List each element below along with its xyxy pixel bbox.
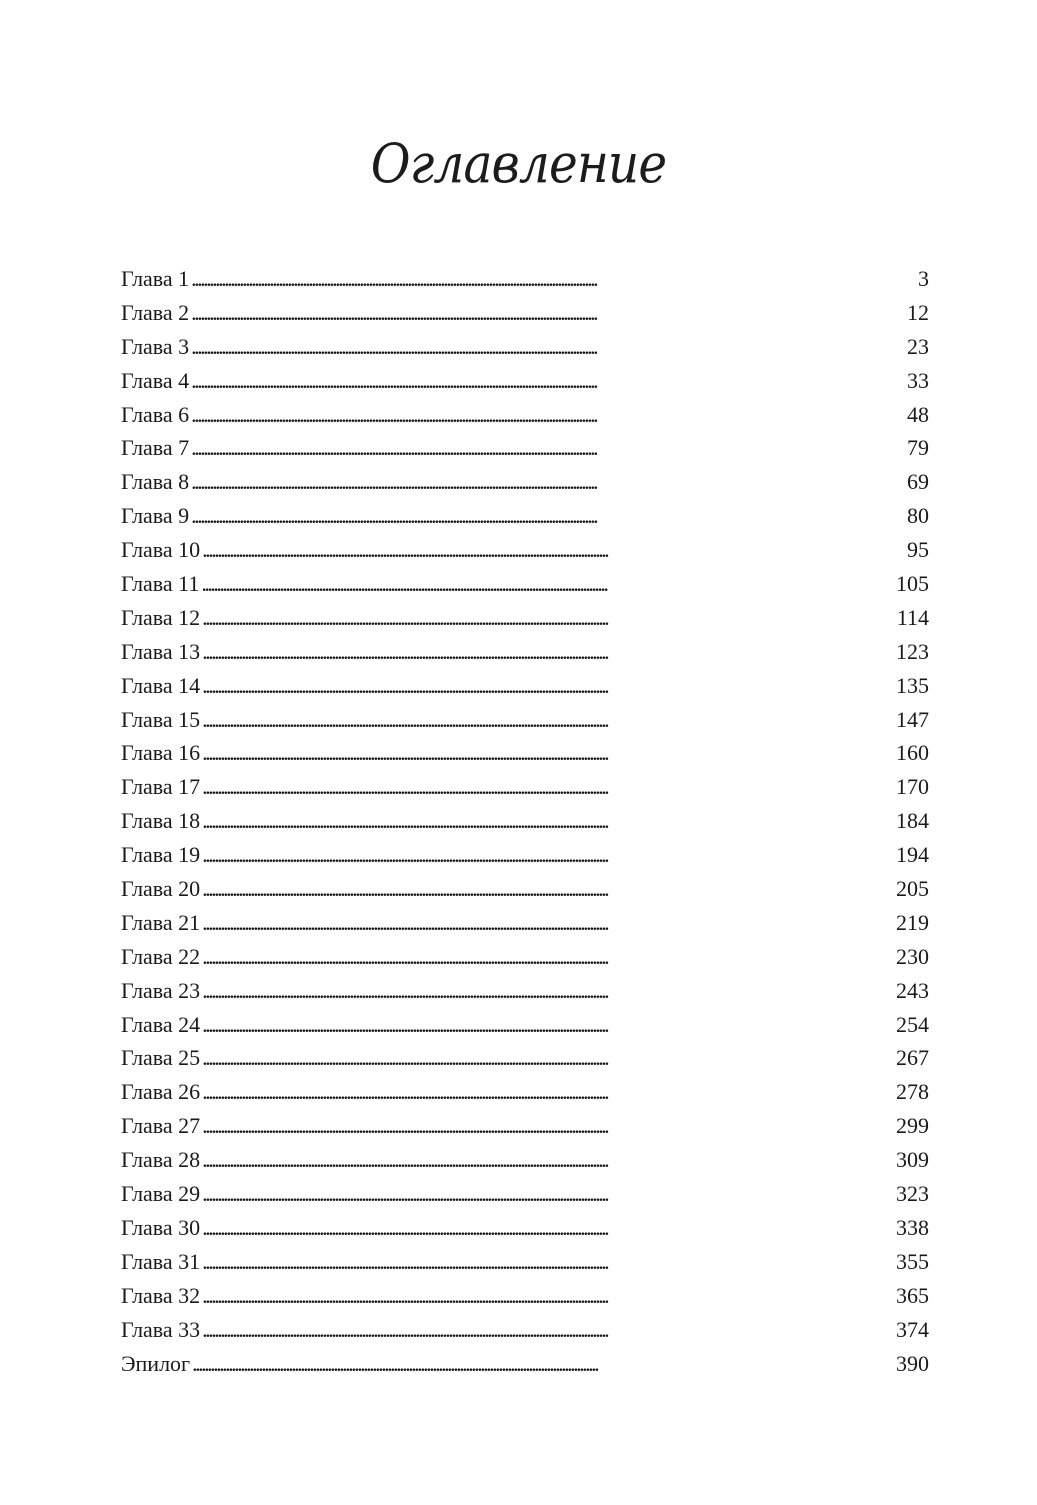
toc-page-number: 323: [896, 1181, 929, 1207]
toc-label: Глава 28: [121, 1147, 201, 1173]
toc-label: Глава 9: [121, 503, 190, 529]
dot-leader: [202, 703, 894, 737]
toc-row[interactable]: [121, 669, 929, 703]
toc-row[interactable]: [121, 1143, 929, 1177]
toc-page-number: 69: [907, 469, 929, 495]
toc-page-number: 3: [918, 266, 929, 291]
toc-label: Глава 13: [121, 638, 201, 664]
dot-leader: [191, 364, 905, 398]
dot-leader: [202, 1211, 894, 1245]
toc-label: Глава 17: [121, 774, 201, 800]
toc-page-number: 365: [896, 1282, 929, 1308]
toc-label: Глава 16: [121, 740, 201, 766]
toc-row[interactable]: [121, 872, 929, 906]
toc-label: Глава 6: [121, 401, 190, 427]
dot-leader: [202, 1143, 894, 1177]
toc-row[interactable]: [121, 330, 929, 364]
toc-page-number: 105: [896, 571, 929, 597]
toc-row[interactable]: [121, 940, 929, 974]
dot-leader: [201, 567, 894, 601]
dot-leader: [202, 804, 894, 838]
toc-row[interactable]: [121, 499, 929, 533]
toc-row[interactable]: [121, 1075, 929, 1109]
toc-label: Глава 32: [121, 1282, 201, 1308]
dot-leader: [202, 1109, 894, 1143]
toc-page-number: 79: [907, 435, 929, 461]
toc-page-number: 219: [896, 909, 929, 935]
toc-row[interactable]: [121, 974, 929, 1008]
dot-leader: [192, 1347, 894, 1381]
dot-leader: [202, 533, 905, 567]
toc-page-number: 123: [896, 638, 929, 664]
toc-row[interactable]: [121, 1279, 929, 1313]
toc-page-number: 338: [896, 1214, 929, 1240]
toc-page-number: 80: [907, 503, 929, 529]
dot-leader: [202, 1075, 894, 1109]
toc-page-number: 374: [896, 1316, 929, 1342]
toc-label: Глава 24: [121, 1011, 201, 1037]
dot-leader: [202, 601, 895, 635]
toc-label: Глава 25: [121, 1045, 201, 1071]
toc-label: Глава 11: [121, 571, 200, 597]
toc-row[interactable]: [121, 1041, 929, 1075]
toc-page-number: 48: [907, 401, 929, 427]
toc-row[interactable]: [121, 465, 929, 499]
toc-label: Глава 31: [121, 1248, 201, 1274]
toc-label: Глава 3: [121, 333, 190, 359]
toc-page-number: 184: [896, 808, 929, 834]
toc-page-number: 160: [896, 740, 929, 766]
dot-leader: [191, 398, 905, 432]
toc-row[interactable]: [121, 1211, 929, 1245]
toc-label: Глава 2: [121, 299, 190, 325]
toc-row[interactable]: [121, 1347, 929, 1381]
toc-row[interactable]: [121, 567, 929, 601]
dot-leader: [202, 1177, 894, 1211]
toc-row[interactable]: [121, 736, 929, 770]
table-of-contents: [121, 262, 929, 1380]
dot-leader: [191, 262, 916, 296]
toc-page-number: 114: [896, 604, 929, 630]
toc-page-number: 170: [896, 774, 929, 800]
toc-row[interactable]: [121, 431, 929, 465]
toc-page-number: 254: [896, 1011, 929, 1037]
toc-row[interactable]: [121, 1008, 929, 1042]
toc-label: Глава 26: [121, 1079, 201, 1105]
toc-page-number: 95: [907, 537, 929, 563]
toc-label: Глава 14: [121, 672, 201, 698]
toc-label: Глава 33: [121, 1316, 201, 1342]
toc-page-number: 135: [896, 672, 929, 698]
dot-leader: [202, 974, 894, 1008]
toc-page-number: 390: [896, 1350, 929, 1376]
toc-label: Глава 27: [121, 1113, 201, 1139]
dot-leader: [191, 431, 905, 465]
toc-label: Глава 1: [121, 266, 190, 291]
dot-leader: [191, 330, 905, 364]
toc-row[interactable]: [121, 838, 929, 872]
toc-row[interactable]: [121, 703, 929, 737]
dot-leader: [202, 906, 894, 940]
toc-page-number: 147: [896, 706, 929, 732]
dot-leader: [202, 736, 894, 770]
dot-leader: [202, 1008, 894, 1042]
toc-page-number: 33: [907, 367, 929, 393]
toc-row[interactable]: [121, 1313, 929, 1347]
dot-leader: [202, 635, 894, 669]
dot-leader: [191, 296, 905, 330]
toc-page-number: 299: [896, 1113, 929, 1139]
toc-row[interactable]: [121, 262, 929, 296]
toc-row[interactable]: [121, 296, 929, 330]
dot-leader: [191, 465, 905, 499]
toc-page-number: 243: [896, 977, 929, 1003]
toc-page-number: 267: [896, 1045, 929, 1071]
dot-leader: [202, 770, 894, 804]
toc-row[interactable]: [121, 1109, 929, 1143]
toc-row[interactable]: [121, 906, 929, 940]
dot-leader: [202, 872, 894, 906]
toc-label: Глава 29: [121, 1181, 201, 1207]
toc-label: Глава 23: [121, 977, 201, 1003]
toc-row[interactable]: [121, 635, 929, 669]
toc-label: Глава 7: [121, 435, 190, 461]
toc-label: Глава 8: [121, 469, 190, 495]
toc-page-number: 278: [896, 1079, 929, 1105]
toc-page-number: 355: [896, 1248, 929, 1274]
dot-leader: [202, 940, 894, 974]
toc-label: Эпилог: [121, 1350, 191, 1376]
dot-leader: [202, 1041, 894, 1075]
toc-label: Глава 15: [121, 706, 201, 732]
dot-leader: [202, 1313, 894, 1347]
toc-page-number: 12: [907, 299, 929, 325]
toc-label: Глава 18: [121, 808, 201, 834]
page-title: Оглавление: [370, 132, 667, 195]
toc-page-number: 194: [896, 842, 929, 868]
toc-page-number: 23: [907, 333, 929, 359]
toc-row[interactable]: [121, 533, 929, 567]
toc-label: Глава 21: [121, 909, 201, 935]
toc-row[interactable]: [121, 601, 929, 635]
toc-label: Глава 10: [121, 537, 201, 563]
toc-label: Глава 20: [121, 876, 201, 902]
toc-label: Глава 22: [121, 943, 201, 969]
dot-leader: [202, 1245, 894, 1279]
toc-row[interactable]: [121, 770, 929, 804]
toc-label: Глава 19: [121, 842, 201, 868]
toc-label: Глава 4: [121, 367, 190, 393]
toc-page-number: 309: [896, 1147, 929, 1173]
dot-leader: [202, 1279, 894, 1313]
toc-row[interactable]: [121, 1177, 929, 1211]
toc-label: Глава 30: [121, 1214, 201, 1240]
dot-leader: [202, 669, 894, 703]
toc-page-number: 205: [896, 876, 929, 902]
toc-row[interactable]: [121, 1245, 929, 1279]
dot-leader: [202, 838, 894, 872]
toc-row[interactable]: [121, 398, 929, 432]
toc-row[interactable]: [121, 364, 929, 398]
dot-leader: [191, 499, 905, 533]
toc-label: Глава 12: [121, 604, 201, 630]
toc-page-number: 230: [896, 943, 929, 969]
toc-row[interactable]: [121, 804, 929, 838]
